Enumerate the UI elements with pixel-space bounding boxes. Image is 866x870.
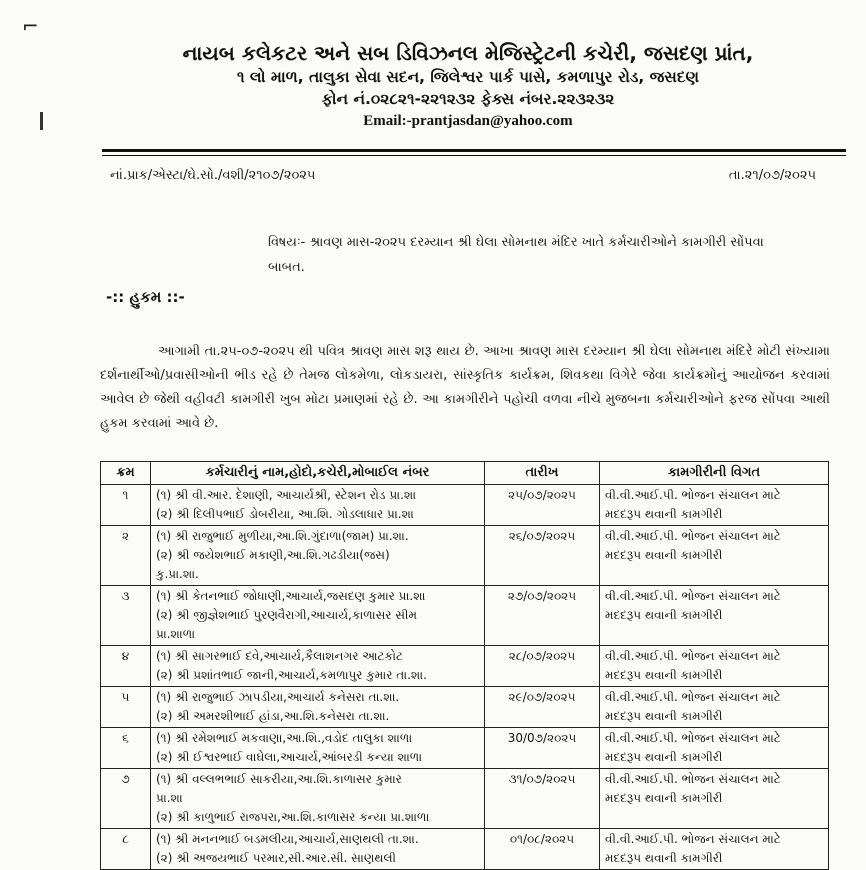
row-serial: ૬ [101, 728, 151, 769]
duty-line: મદદરૂપ થવાની કામગીરી [605, 851, 723, 865]
duty-line: મદદરૂપ થવાની કામગીરી [605, 750, 723, 764]
header-rule-thick [102, 149, 846, 152]
row-duty-details [600, 687, 829, 728]
row-employees [151, 687, 485, 728]
duty-line: મદદરૂપ થવાની કામગીરી [605, 507, 723, 521]
row-employees [151, 586, 485, 646]
row-duty-details [600, 728, 829, 769]
duty-line: વી.વી.આઈ.પી. ભોજન સંચાલન માટે [605, 488, 781, 502]
header-date: તારીખ [485, 462, 600, 485]
order-heading: -:: હુકમ ::- [106, 288, 185, 306]
table-row [101, 769, 829, 829]
row-duty-details [600, 526, 829, 586]
row-employees [151, 728, 485, 769]
table-row [101, 586, 829, 646]
employee-line: (૧) શ્રી મનનભાઈ બડમલીયા,આચાર્ય,સાણથલી તા.શા. [156, 832, 419, 846]
duty-line: મદદરૂપ થવાની કામગીરી [605, 668, 723, 682]
row-duty-details [600, 646, 829, 687]
duty-line: મદદરૂપ થવાની કામગીરી [605, 709, 723, 723]
order-paragraph [100, 340, 830, 436]
duty-line: વી.વી.આઈ.પી. ભોજન સંચાલન માટે [605, 731, 781, 745]
row-serial: ૫ [101, 687, 151, 728]
duty-line: વી.વી.આઈ.પી. ભોજન સંચાલન માટે [605, 772, 781, 786]
letterhead [100, 40, 836, 132]
table-row [101, 728, 829, 769]
office-address: ૧ લો માળ, તાલુકા સેવા સદન, જિલેશ્વર પાર્ક પાસે, કમળાપુર રોડ, જસદણ [236, 68, 700, 86]
table-row [101, 646, 829, 687]
reference-date: તા.૨૧/૦૭/૨૦૨૫ [728, 168, 816, 183]
employee-line: (૨) શ્રી ઈશ્વરભાઈ વાઘેલા,આચાર્ય,આંબરડી કન્યા શાળા [156, 750, 423, 764]
table-row [101, 485, 829, 526]
employee-line: (૧) શ્રી વી.આર. દેશાણી, આચાર્યશ્રી, સ્ટેશન રોડ પ્રા.શા [156, 488, 417, 502]
margin-mark [40, 112, 43, 130]
duty-table [100, 461, 829, 870]
header-serial: ક્રમ [101, 462, 151, 485]
duty-line: મદદરૂપ થવાની કામગીરી [605, 548, 723, 562]
row-date: ૦૧/૦૮/૨૦૨૫ [485, 829, 600, 870]
table-row [101, 687, 829, 728]
office-phone: ફોન નં.૦૨૮૨૧-૨૨૧૨૩૨ ફેક્સ નંબર.૨૨૩૨૩૨ [321, 90, 615, 108]
employee-line: (૨) શ્રી જીજ્ઞેશભાઈ પુરણવૈરાગી,આચાર્ય,કાળાસર સીમ [156, 608, 417, 622]
row-duty-details [600, 586, 829, 646]
table-header-row [101, 462, 829, 485]
subject-block [268, 230, 798, 280]
employee-line: (૧) શ્રી સાગરભાઈ દવે,આચાર્ય,કૈલાશનગર આટકોટ [156, 649, 403, 663]
row-date: ૨૯/૦૭/૨૦૨૫ [485, 687, 600, 728]
row-employees [151, 485, 485, 526]
row-employees [151, 526, 485, 586]
order-paragraph-text: આગામી તા.૨૫-૦૭-૨૦૨૫ થી પવિત્ર શ્રાવણ માસ શરૂ થાય છે. આખા શ્રાવણ માસ દરમ્યાન શ્રી ઘેલા સોમનાથ મંદિરે મોટી સંખ્યામા દર્શનાર્થીઓ/પ્રવાસીઓની ભીડ રહે છે તેમજ લોકમેળા, લોકડાયરા, સાંસ્કૃતિક કાર્યક્રમ, શિવકથા વિગેરે જેવા કાર્યક્રમોનું આયોજન કરવામાં આવેલ છે જેથી વહીવટી કામગીરી ખુબ મોટા પ્રમાણમાં રહે છે. આ કામગીરીને પહોચી વળવા નીચે મુજબના કર્મચારીઓને ફરજ સોંપવા આથી હુકમ કરવામાં આવે છે. [100, 344, 830, 431]
header-duty: કામગીરીની વિગત [600, 462, 829, 485]
employee-line: પ્રા.શાળા [156, 627, 196, 641]
table-row [101, 829, 829, 870]
row-employees [151, 829, 485, 870]
row-date: ૨૭/૦૭/૨૦૨૫ [485, 586, 600, 646]
row-duty-details [600, 829, 829, 870]
employee-line: પ્રા.શા [156, 791, 183, 805]
header-rule-thin [102, 155, 846, 156]
header-employee: કર્મચારીનું નામ,હોદો,કચેરી,મોબાઈલ નંબર [151, 462, 485, 485]
row-duty-details [600, 485, 829, 526]
reference-number: નાં.પ્રાક/એસ્ટા/ઘે.સો./વશી/૨૧૦૭/૨૦૨૫ [110, 168, 316, 183]
subject-label: વિષયઃ- [268, 235, 306, 250]
employee-line: (૨) શ્રી અજયભાઈ પરમાર,સી.આર.સી. સાણથલી [156, 851, 396, 865]
office-name: નાયબ કલેકટર અને સબ ડિવિઝનલ મેજિસ્ટ્રેટની કચેરી, જસદણ પ્રાંત, [182, 41, 754, 65]
employee-line: (૨) શ્રી દિલીપભાઈ ડોબરીયા, આ.શિ. ગોડલાધાર પ્રા.શા [156, 507, 414, 521]
duty-line: મદદરૂપ થવાની કામગીરી [605, 608, 723, 622]
row-date: ૨૬/૦૭/૨૦૨૫ [485, 526, 600, 586]
employee-line: (૧) શ્રી રાજુભાઈ મુળીયા,આ.શિ.ગુંદાળા(જામ) પ્રા.શા. [156, 529, 409, 543]
row-employees [151, 646, 485, 687]
employee-line: (૧) શ્રી રાજુભાઈ ઝાપડીયા,આચાર્ય કનેસરા તા.શા. [156, 690, 400, 704]
duty-line: વી.વી.આઈ.પી. ભોજન સંચાલન માટે [605, 649, 781, 663]
duty-line: વી.વી.આઈ.પી. ભોજન સંચાલન માટે [605, 832, 781, 846]
row-employees [151, 769, 485, 829]
row-serial: ૧ [101, 485, 151, 526]
row-date: ૩૧/૦૭/૨૦૨૫ [485, 769, 600, 829]
employee-line: (૨) શ્રી કાળુભાઈ રાજપરા,આ.શિ.કાળાસર કન્યા પ્રા.શાળા [156, 810, 430, 824]
row-serial: ૭ [101, 769, 151, 829]
row-serial: ૪ [101, 646, 151, 687]
office-email: Email:-prantjasdan@yahoo.com [363, 113, 573, 129]
table-row [101, 526, 829, 586]
employee-line: કુ.પ્રા.શા. [156, 567, 199, 581]
row-serial: ૩ [101, 586, 151, 646]
duty-line: વી.વી.આઈ.પી. ભોજન સંચાલન માટે [605, 529, 781, 543]
employee-line: (૧) શ્રી રમેશભાઈ મકવાણા,આ.શિ.,વડોદ તાલુકા શાળા [156, 731, 413, 745]
row-date: 30/0૭/૨૦૨૫ [485, 728, 600, 769]
duty-line: મદદરૂપ થવાની કામગીરી [605, 791, 723, 805]
row-date: ૨૮/૦૭/૨૦૨૫ [485, 646, 600, 687]
corner-staple-mark: ⌐ [22, 14, 39, 38]
subject-text: શ્રાવણ માસ-૨૦૨૫ દરમ્યાન શ્રી ઘેલા સોમનાથ મંદિર ખાતે કર્મચારીઓને કામગીરી સોંપવા બાબત. [268, 235, 764, 275]
employee-line: (૧) શ્રી વલ્લભભાઈ સાકરીયા,આ.શિ.કાળાસર કુમાર [156, 772, 402, 786]
row-duty-details [600, 769, 829, 829]
employee-line: (૧) શ્રી કેતનભાઈ જોધાણી,આચાર્ય,જસદણ કુમાર પ્રા.શા [156, 589, 426, 603]
row-serial: ૮ [101, 829, 151, 870]
employee-line: (૨) શ્રી અમરશીભાઈ હાંડા,આ.શિ.કનેસરા તા.શા. [156, 709, 390, 723]
row-serial: ૨ [101, 526, 151, 586]
employee-line: (૨) શ્રી જયેશભાઈ મકાણી,આ.શિ.ગઢડીયા(જસ) [156, 548, 390, 562]
duty-line: વી.વી.આઈ.પી. ભોજન સંચાલન માટે [605, 589, 781, 603]
employee-line: (૨) શ્રી પ્રશાંતભાઈ જાની,આચાર્ય,કમળાપુર કુમાર તા.શા. [156, 668, 427, 682]
duty-line: વી.વી.આઈ.પી. ભોજન સંચાલન માટે [605, 690, 781, 704]
row-date: ૨૫/૦૭/૨૦૨૫ [485, 485, 600, 526]
